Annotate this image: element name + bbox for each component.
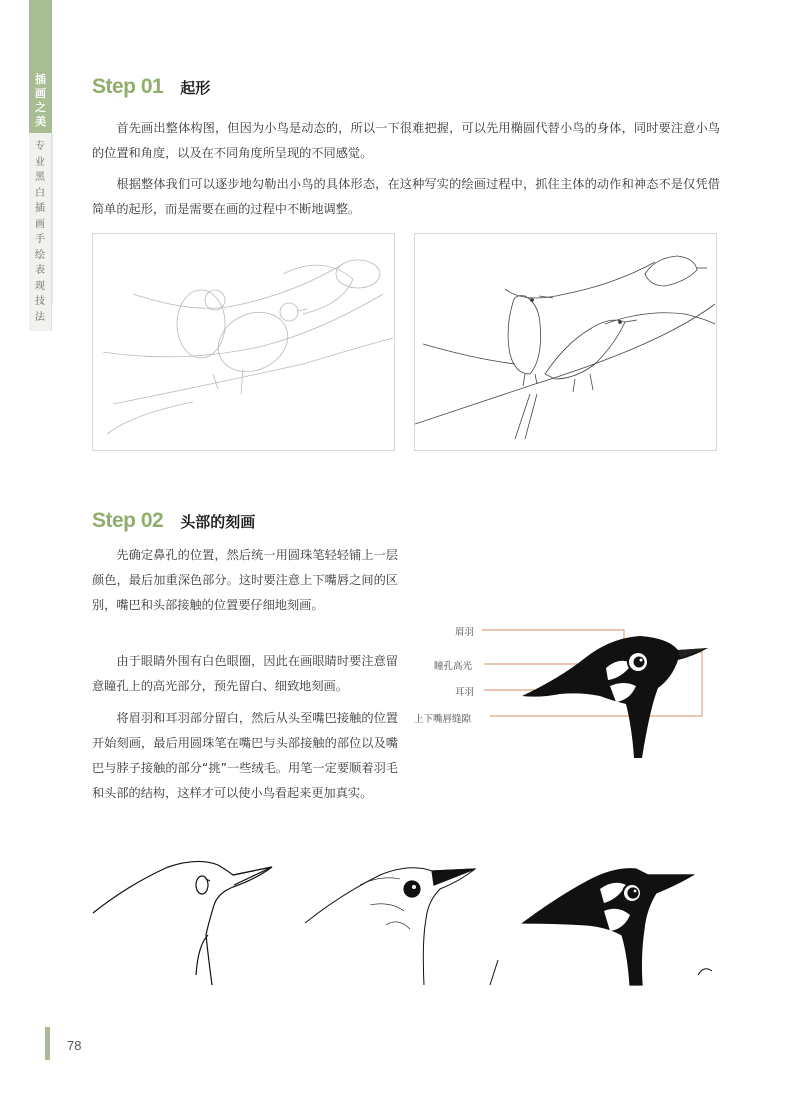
tab-char: 法 <box>35 311 45 323</box>
step1-paragraph-2: 根据整体我们可以逐步地勾勒出小鸟的具体形态，在这种写实的绘画过程中，抓住主体的动作和神态不是仅凭借简单的起形，而是需要在画的过程中不断地调整。 <box>92 177 720 216</box>
step1-title: 起形 <box>180 79 211 97</box>
step1-paragraph-1: 首先画出整体构图，但因为小鸟是动态的，所以一下很难把握，可以先用椭圆代替小鸟的身体，同时要注意小鸟的位置和角度，以及在不同角度所呈现的不同感觉。 <box>92 121 720 160</box>
tab-char: 插 <box>35 203 45 214</box>
label-eyebrow: 眉羽 <box>455 627 475 638</box>
tab-char: 现 <box>35 280 45 292</box>
chapter-side-tab <box>29 0 52 331</box>
tab-char: 之 <box>35 101 46 114</box>
book-subtitle-tab <box>29 133 52 331</box>
bird-head-drawing <box>522 636 708 758</box>
tab-char: 黑 <box>35 172 45 183</box>
tab-char: 业 <box>35 156 45 168</box>
label-ear-feather: 耳羽 <box>455 687 475 698</box>
head-finished-drawing <box>523 869 712 985</box>
head-shaded-drawing <box>305 868 498 985</box>
tab-char: 插 <box>35 73 46 86</box>
step2-number: Step 02 <box>92 509 164 532</box>
margin-rule <box>52 133 53 303</box>
sketch-outline-image <box>92 233 395 451</box>
step2-heading <box>92 509 255 533</box>
tab-char: 技 <box>35 296 45 307</box>
tab-char: 美 <box>35 115 46 128</box>
step2-paragraph-2: 由于眼睛外围有白色眼圈，因此在画眼睛时要注意留意瞳孔上的高光部分，预先留白、细致地刻画。 <box>92 654 398 693</box>
tab-char: 专 <box>35 141 45 152</box>
step2-paragraph-3: 将眉羽和耳羽部分留白，然后从头至嘴巴接触的位置开始刻画，最后用圆珠笔在嘴巴与头部接触的部位以及嘴巴与脖子接触的部分“挑”一些绒毛。用笔一定要顺着羽毛和头部的结构，这样才可以使小鸟看起来更加真实。 <box>92 711 398 800</box>
head-annotation-diagram <box>410 608 730 768</box>
label-pupil-highlight: 瞳孔高光 <box>434 661 473 672</box>
step1-heading <box>92 75 210 99</box>
head-outline-drawing <box>93 861 272 985</box>
tab-char: 绘 <box>35 249 45 261</box>
step1-number: Step 01 <box>92 75 164 98</box>
step2-title: 头部的刻画 <box>180 513 256 531</box>
head-progression-images <box>88 845 738 995</box>
tab-char: 表 <box>35 265 45 276</box>
head-illustration <box>410 608 730 768</box>
tab-char: 画 <box>35 218 45 230</box>
sketch-contour-image <box>414 233 717 451</box>
label-beak-gap: 上下嘴唇缝隙 <box>414 714 472 725</box>
tab-char: 画 <box>35 87 46 100</box>
step2-paragraph-1: 先确定鼻孔的位置，然后统一用圆珠笔轻轻铺上一层颜色，最后加重深色部分。这时要注意上下嘴唇之间的区别，嘴巴和头部接触的位置要仔细地刻画。 <box>92 548 398 612</box>
page-number: 78 <box>67 1038 82 1053</box>
page-marker <box>45 1027 50 1060</box>
chapter-tab-title <box>29 0 52 133</box>
tab-char: 手 <box>35 234 45 245</box>
tab-char: 白 <box>35 187 45 199</box>
